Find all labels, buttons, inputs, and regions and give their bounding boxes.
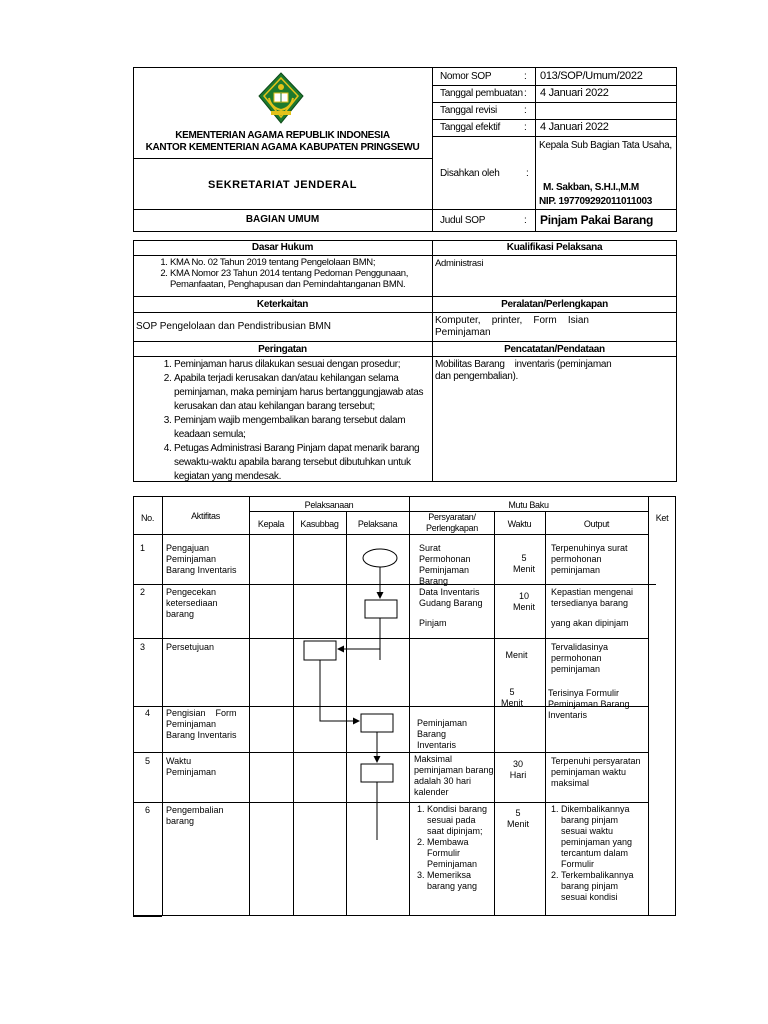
kualifikasi-title: Kualifikasi Pelaksana	[506, 242, 603, 253]
flow-arrow	[320, 660, 359, 721]
row-5-no: 5	[145, 756, 151, 766]
division-title: SEKRETARIAT JENDERAL	[208, 179, 357, 191]
field-pembuatan-label: Tanggal pembuatan	[440, 88, 523, 99]
row-2-aktifitas: Pengecekan ketersediaan barang	[166, 587, 218, 619]
peringatan-item: 2. Apabila terjadi kerusakan dan/atau kehilangan selama peminjaman, maka peminjam harus bertanggungjawab atas kerusakan dan atau kehilangan barang tersebut;	[174, 372, 430, 414]
row-5-waktu-unit: Hari	[509, 770, 527, 780]
row-2-waktu-num: 10	[518, 591, 529, 601]
field-sep: :	[524, 105, 527, 116]
row-6-output-item: 1. Dikembalikannya barang pinjam sesuai waktu peminjaman yang tercantum dalam Formulir	[561, 804, 645, 870]
row-2-output: Kepastian mengenai tersedianya barang	[551, 587, 634, 608]
col-output: Output	[583, 519, 610, 529]
flow-start-terminator	[363, 549, 397, 567]
row-5-persyaratan: Maksimal peminjaman barang adalah 30 hari kalender	[414, 754, 504, 797]
row-5-waktu-num: 30	[512, 759, 523, 769]
peringatan-title: Peringatan	[258, 344, 307, 355]
col-ket: Ket	[655, 513, 669, 523]
flow-process-box	[365, 600, 397, 618]
row-5-output: Terpenuhi persyaratan peminjaman waktu maksimal	[551, 756, 641, 788]
field-efektif-value: 4 Januari 2022	[540, 121, 609, 133]
flow-process-box	[361, 714, 393, 732]
dasar-hukum-title: Dasar Hukum	[251, 242, 314, 253]
section-title: BAGIAN UMUM	[245, 214, 320, 225]
peringatan-item: 3. Peminjam wajib mengembalikan barang tersebut dalam keadaan semula;	[174, 414, 430, 442]
row-3-aktifitas: Persetujuan	[166, 642, 215, 652]
peralatan-title: Peralatan/Perlengkapan	[501, 299, 608, 310]
row-5-aktifitas: Waktu Peminjaman	[166, 756, 217, 777]
org-line-2: KANTOR KEMENTERIAN AGAMA KABUPATEN PRINGSEWU	[145, 142, 420, 153]
row-6-persyaratan-item: 1. Kondisi barang sesuai pada saat dipinjam;	[427, 804, 494, 837]
approved-sep: :	[526, 168, 529, 179]
field-nomor-value: 013/SOP/Umum/2022	[540, 70, 643, 82]
row-2-persyaratan-2: Pinjam	[419, 618, 447, 628]
approver-name: M. Sakban, S.H.I.,M.M	[543, 182, 639, 193]
col-waktu: Waktu	[507, 519, 532, 529]
row-4-waktu-unit: Menit	[500, 698, 523, 708]
row-4-no: 4	[145, 708, 151, 718]
row-2-no: 2	[140, 587, 146, 597]
row-4-output: Terisinya Formulir Peminjaman Barang Inventaris	[548, 688, 630, 720]
row-6-waktu-num: 5	[515, 808, 521, 818]
col-pelaksanaan: Pelaksanaan	[304, 500, 354, 510]
kualifikasi-value: Administrasi	[435, 258, 484, 269]
row-1-waktu-unit: Menit	[512, 564, 535, 574]
field-revisi-label: Tanggal revisi	[440, 105, 497, 116]
row-2-output-2: yang akan dipinjam	[551, 618, 629, 628]
row-6-persyaratan-item: 3. Memeriksa barang yang	[427, 870, 494, 892]
row-1-waktu-num: 5	[521, 553, 527, 563]
peringatan-item: 1. Peminjaman harus dilakukan sesuai dengan prosedur;	[174, 358, 430, 372]
peralatan-value: Komputer, printer, Form Isian Peminjaman	[435, 315, 592, 338]
peringatan-item: 4. Petugas Administrasi Barang Pinjam dapat menarik barang sewaktu-waktu apabila barang tersebut dibutuhkan untuk kegiatan yang mendesak.	[174, 442, 430, 484]
org-line-1: KEMENTERIAN AGAMA REPUBLIK INDONESIA	[175, 130, 390, 141]
row-1-output: Terpenuhinya surat permohonan peminjaman	[551, 543, 628, 575]
title-value: Pinjam Pakai Barang	[540, 213, 654, 227]
field-nomor-label: Nomor SOP	[440, 71, 492, 82]
pencatatan-value: Mobilitas Barang inventaris (peminjaman dan pengembalian).	[435, 359, 614, 382]
flow-process-box	[361, 764, 393, 782]
keterkaitan-value: SOP Pengelolaan dan Pendistribusian BMN	[136, 321, 331, 332]
field-sep: :	[524, 88, 527, 99]
dasar-hukum-item: 1. KMA No. 02 Tahun 2019 tentang Pengelolaan BMN;	[170, 257, 430, 268]
field-sep: :	[524, 122, 527, 133]
field-pembuatan-value: 4 Januari 2022	[540, 87, 609, 99]
keterkaitan-title: Keterkaitan	[256, 299, 309, 310]
title-sep: :	[524, 215, 527, 226]
row-1-aktifitas: Pengajuan Peminjaman Barang Inventaris	[166, 543, 237, 575]
col-kasubbag: Kasubbag	[300, 519, 339, 529]
row-6-output-item: 2. Terkembalikannya barang pinjam sesuai kondisi	[561, 870, 645, 903]
title-label: Judul SOP	[440, 215, 486, 226]
col-mutu-baku: Mutu Baku	[508, 500, 549, 510]
row-3-waktu-unit: Menit	[505, 650, 528, 660]
row-6-persyaratan-item: 2. Membawa Formulir Peminjaman	[427, 837, 494, 870]
pencatatan-title: Pencatatan/Pendataan	[504, 344, 605, 355]
row-2-waktu-unit: Menit	[512, 602, 535, 612]
row-1-no: 1	[140, 543, 146, 553]
col-kepala: Kepala	[257, 519, 285, 529]
row-2-persyaratan: Data Inventaris Gudang Barang	[419, 587, 483, 608]
row-3-output: Tervalidasinya permohonan peminjaman	[551, 642, 609, 674]
flow-process-box	[304, 641, 336, 660]
approver-title: Kepala Sub Bagian Tata Usaha,	[539, 140, 672, 151]
approver-nip: NIP. 197709292011011003	[539, 196, 653, 207]
dasar-hukum-item: 2. KMA Nomor 23 Tahun 2014 tentang Pedoman Penggunaan, Pemanfaatan, Penghapusan dan Pemindahtanganan BMN.	[170, 268, 430, 290]
approved-label: Disahkan oleh	[440, 168, 500, 179]
row-4-aktifitas: Pengisian Form Peminjaman Barang Inventaris	[166, 708, 240, 740]
col-persyaratan: Persyaratan/ Perlengkapan	[426, 512, 478, 533]
field-efektif-label: Tanggal efektif	[440, 122, 500, 133]
row-4-waktu-num: 5	[509, 687, 515, 697]
row-4-persyaratan: Peminjaman Barang Inventaris	[417, 718, 468, 750]
field-sep: :	[524, 71, 527, 82]
row-1-persyaratan: Surat Permohonan Peminjaman Barang	[419, 543, 471, 586]
col-pelaksana: Pelaksana	[357, 519, 398, 529]
row-6-aktifitas: Pengembalian barang	[166, 805, 224, 826]
row-3-no: 3	[140, 642, 146, 652]
row-6-waktu-unit: Menit	[506, 819, 529, 829]
col-aktifitas: Aktifitas	[191, 511, 220, 521]
row-6-no: 6	[145, 805, 151, 815]
col-no: No.	[140, 513, 155, 523]
